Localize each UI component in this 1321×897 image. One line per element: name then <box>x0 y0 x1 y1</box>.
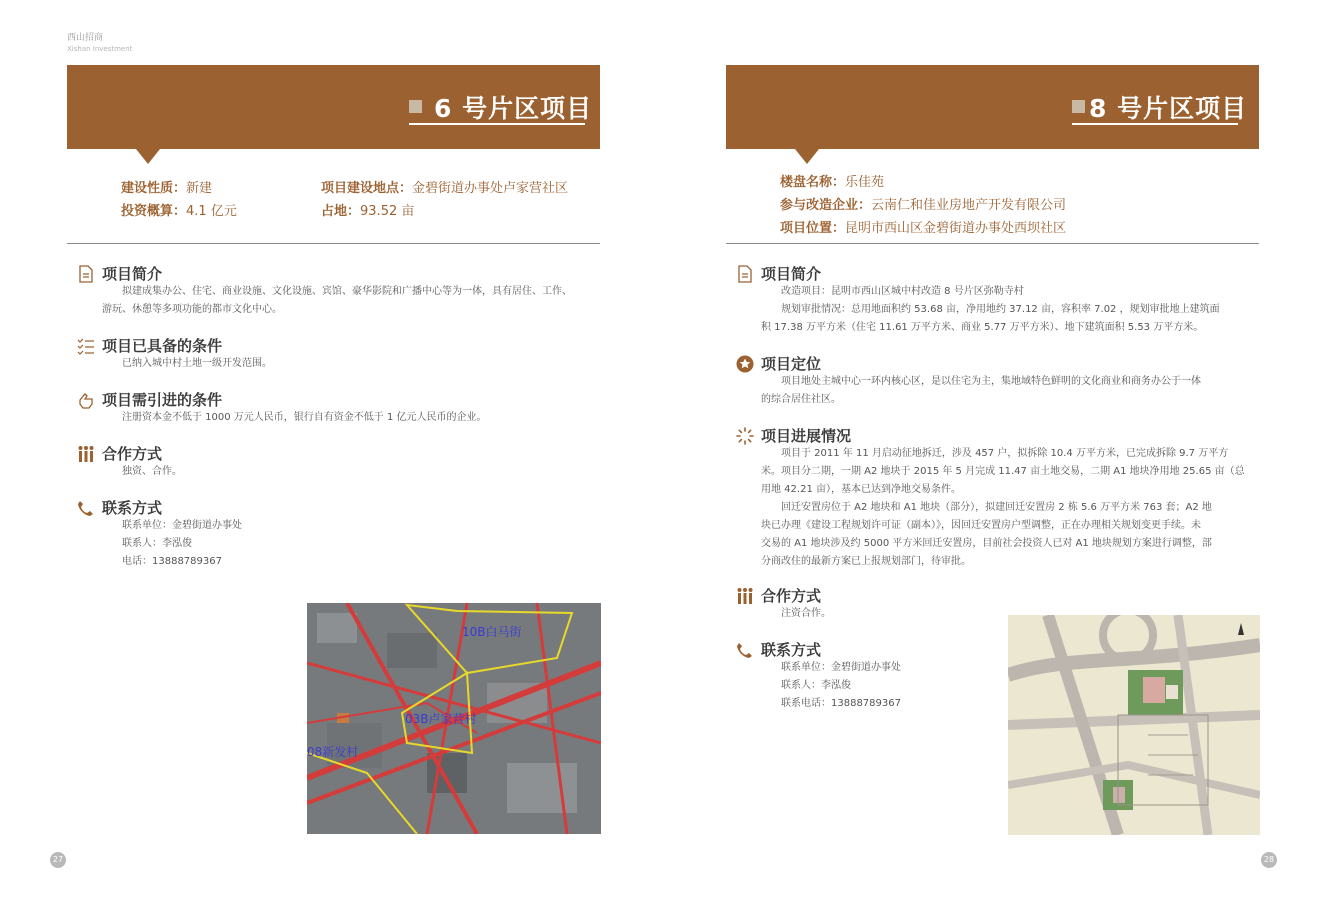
page-number-left: 27 <box>50 852 66 868</box>
right-divider <box>726 243 1259 244</box>
brand-name-cn: 西山招商 <box>67 33 104 43</box>
right-info: 楼盘名称：乐佳苑 参与改造企业：云南仁和佳业房地产开发有限公司 项目位置：昆明市西山区金碧街道办事处西坝社区 <box>780 175 1067 236</box>
section-title: 合作方式 <box>761 587 822 605</box>
map-label: 03B卢家营村 <box>405 712 477 726</box>
brand-header <box>67 30 132 53</box>
hand-pointer-icon <box>77 391 95 409</box>
section-title: 项目定位 <box>761 355 822 373</box>
page-number-right: 28 <box>1261 852 1277 868</box>
map-label: 10B白马街 <box>462 625 522 639</box>
left-title: 6 号片区项目 <box>409 89 585 125</box>
right-title: 8 号片区项目 <box>1072 89 1238 125</box>
section-title: 项目简介 <box>102 265 163 283</box>
section-title: 项目已具备的条件 <box>102 337 223 355</box>
left-title-banner <box>67 65 600 149</box>
title-square-icon <box>1072 100 1085 113</box>
left-info-col1: 建设性质：新建 投资概算：4.1 亿元 <box>121 181 237 219</box>
people-icon <box>77 445 95 463</box>
document-icon <box>77 265 95 283</box>
left-satellite-map <box>307 603 601 834</box>
people-icon <box>736 587 754 605</box>
section-title: 联系方式 <box>102 499 163 517</box>
brand-name-en: Xishan Investment <box>67 45 133 53</box>
phone-icon <box>77 499 95 517</box>
loading-spinner-icon <box>736 427 754 445</box>
section-title: 项目进展情况 <box>761 427 852 445</box>
section-title: 项目需引进的条件 <box>102 391 223 409</box>
map-label: 08新发村 <box>307 745 359 759</box>
section-title: 项目简介 <box>761 265 822 283</box>
right-title-banner <box>726 65 1259 149</box>
document-icon <box>736 265 754 283</box>
section-title: 合作方式 <box>102 445 163 463</box>
section-title: 联系方式 <box>761 641 822 659</box>
left-banner-notch <box>136 149 160 164</box>
right-banner-notch <box>795 149 819 164</box>
checklist-icon <box>77 337 95 355</box>
star-badge-icon <box>736 355 754 373</box>
phone-icon <box>736 641 754 659</box>
left-divider <box>67 243 600 244</box>
right-planning-map <box>1008 615 1260 835</box>
left-info-col2: 项目建设地点：金碧街道办事处卢家营社区 占地：93.52 亩 <box>321 181 569 219</box>
planning-map-image <box>1008 615 1260 835</box>
title-square-icon <box>409 100 422 113</box>
